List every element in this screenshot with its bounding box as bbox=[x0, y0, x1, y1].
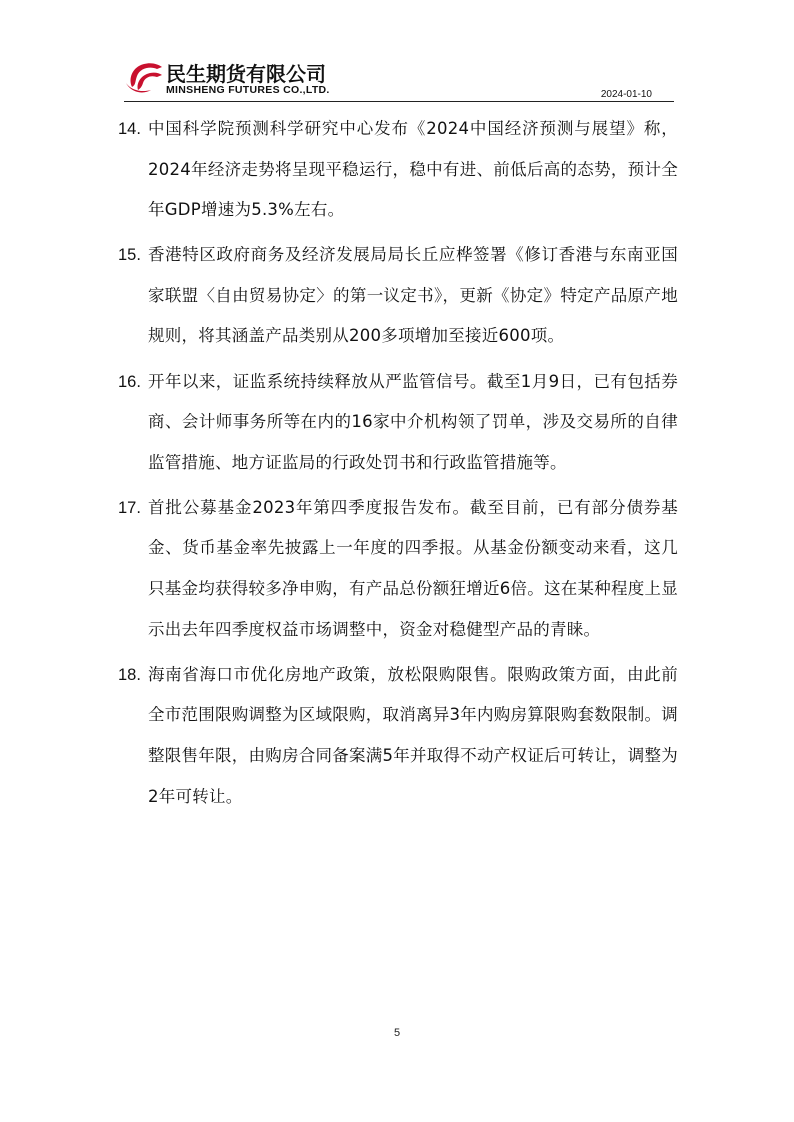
minsheng-logo-icon bbox=[124, 57, 164, 95]
news-item-16 bbox=[118, 362, 678, 484]
report-date: 2024-01-10 bbox=[600, 89, 652, 100]
item-text: 中国科学院预测科学研究中心发布《2024中国经济预测与展望》称，2024年经济走势将呈现平稳运行，稳中有进、前低后高的态势，预计全年GDP增速为5.3%左右。 bbox=[148, 119, 678, 220]
item-number: 18. bbox=[118, 665, 141, 684]
item-number: 15. bbox=[118, 246, 141, 265]
page-number: 5 bbox=[393, 1027, 401, 1039]
news-item-14 bbox=[118, 109, 678, 231]
item-text: 海南省海口市优化房地产政策，放松限购限售。限购政策方面，由此前全市范围限购调整为区域限购，取消离异3年内购房算限购套数限制。调整限售年限，由购房合同备案满5年并取得不动产权证后可转让，调整为2年可转让。 bbox=[148, 664, 678, 806]
page-header bbox=[124, 52, 674, 102]
item-number: 16. bbox=[118, 372, 141, 391]
news-item-18 bbox=[118, 655, 678, 817]
news-list bbox=[118, 109, 678, 822]
item-text: 开年以来，证监系统持续释放从严监管信号。截至1月9日，已有包括券商、会计师事务所等在内的16家中介机构领了罚单，涉及交易所的自律监管措施、地方证监局的行政处罚书和行政监管措施等。 bbox=[148, 371, 678, 472]
news-item-15 bbox=[118, 235, 678, 357]
company-name-en: MINSHENG FUTURES CO.,LTD. bbox=[166, 84, 330, 96]
item-text: 首批公募基金2023年第四季度报告发布。截至目前，已有部分债券基金、货币基金率先披露上一年度的四季报。从基金份额变动来看，这几只基金均获得较多净申购，有产品总份额狂增近6倍。这在某种程度上显示出去年四季度权益市场调整中，资金对稳健型产品的青睐。 bbox=[148, 497, 678, 639]
company-name-cn: 民生期货有限公司 bbox=[166, 62, 326, 86]
header-divider bbox=[124, 101, 674, 102]
news-item-17 bbox=[118, 488, 678, 650]
item-text: 香港特区政府商务及经济发展局局长丘应桦签署《修订香港与东南亚国家联盟〈自由贸易协定〉的第一议定书》，更新《协定》特定产品原产地规则，将其涵盖产品类别从200多项增加至接近600项。 bbox=[148, 245, 678, 346]
item-number: 17. bbox=[118, 498, 141, 517]
item-number: 14. bbox=[118, 120, 141, 138]
